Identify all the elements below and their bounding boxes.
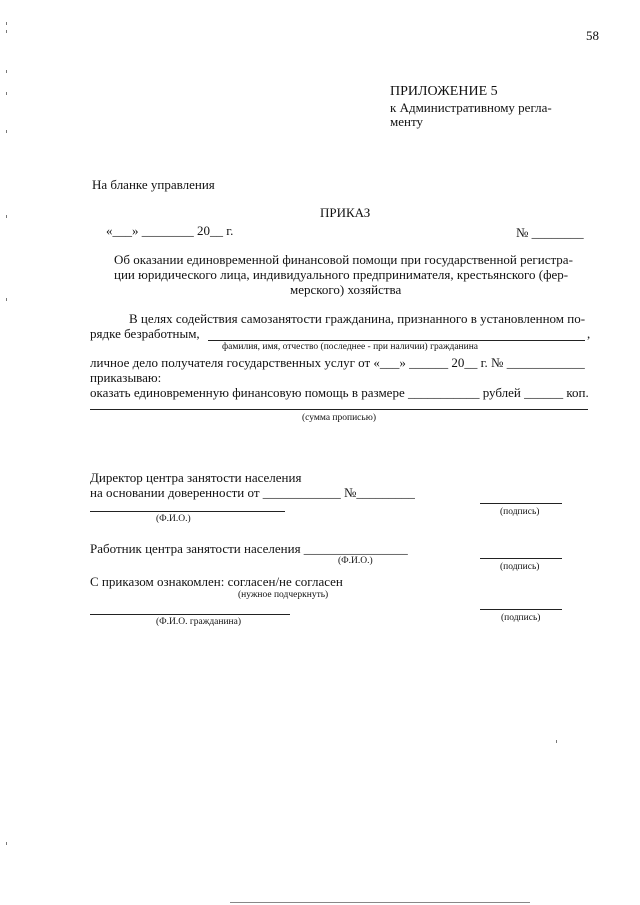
acquainted-line: С приказом ознакомлен: согласен/не согласен xyxy=(90,574,343,589)
scan-mark xyxy=(6,22,7,25)
citizen-name-caption: фамилия, имя, отчество (последнее - при наличии) гражданина xyxy=(222,342,479,352)
sum-in-words-caption: (сумма прописью) xyxy=(302,413,376,423)
page-number: 58 xyxy=(586,28,599,43)
citizen-signature-caption: (подпись) xyxy=(501,613,541,623)
citizen-name-field-line xyxy=(208,340,585,341)
scan-mark xyxy=(6,30,7,33)
citizen-name-comma: , xyxy=(587,326,591,341)
scan-mark xyxy=(6,130,7,133)
worker-signature-line xyxy=(480,558,562,559)
director-fio-line xyxy=(90,511,285,512)
worker-line: Работник центра занятости населения ________________ xyxy=(90,541,408,556)
director-signature-caption: (подпись) xyxy=(500,507,540,517)
worker-fio-caption: (Ф.И.О.) xyxy=(338,556,373,566)
letterhead-note: На бланке управления xyxy=(92,177,215,192)
director-line-1: Директор центра занятости населения xyxy=(90,470,302,485)
order-word: приказываю: xyxy=(90,370,162,385)
sum-in-words-line xyxy=(90,409,588,410)
citizen-fio-line xyxy=(90,614,290,615)
body-paragraph-line-1: В целях содействия самозанятости гражданина, признанного в установленном по- xyxy=(129,311,586,326)
assistance-amount-line: оказать единовременную финансовую помощь в размере ___________ рублей ______ коп. xyxy=(90,385,589,400)
appendix-title: ПРИЛОЖЕНИЕ 5 xyxy=(390,84,498,99)
scan-edge-line xyxy=(230,902,530,903)
appendix-line-1: к Административному регла- xyxy=(390,100,552,115)
scan-mark xyxy=(6,70,7,73)
director-signature-line xyxy=(480,503,562,504)
scan-mark xyxy=(556,740,557,743)
order-subject-line-3: мерского) хозяйства xyxy=(290,282,402,297)
appendix-line-2: менту xyxy=(390,114,423,129)
worker-signature-caption: (подпись) xyxy=(500,562,540,572)
citizen-signature-line xyxy=(480,609,562,610)
order-subject-line-2: ции юридического лица, индивидуального предпринимателя, крестьянского (фер- xyxy=(114,267,569,282)
underline-note: (нужное подчеркнуть) xyxy=(238,590,329,600)
case-file-line: личное дело получателя государственных услуг от «___» ______ 20__ г. № ____________ xyxy=(90,355,585,370)
scan-mark xyxy=(6,215,7,218)
order-date-line: «___» ________ 20__ г. xyxy=(106,223,234,238)
order-subject-line-1: Об оказании единовременной финансовой помощи при государственной регистра- xyxy=(114,252,573,267)
scan-mark xyxy=(6,298,7,301)
order-number-line: № ________ xyxy=(516,225,584,240)
director-fio-caption: (Ф.И.О.) xyxy=(156,514,191,524)
scan-mark xyxy=(6,842,7,845)
order-title: ПРИКАЗ xyxy=(320,205,371,220)
director-line-2: на основании доверенности от ____________ №_________ xyxy=(90,485,415,500)
citizen-fio-caption: (Ф.И.О. гражданина) xyxy=(156,617,241,627)
scan-mark xyxy=(6,92,7,95)
body-paragraph-line-2: рядке безработным, xyxy=(90,326,200,341)
